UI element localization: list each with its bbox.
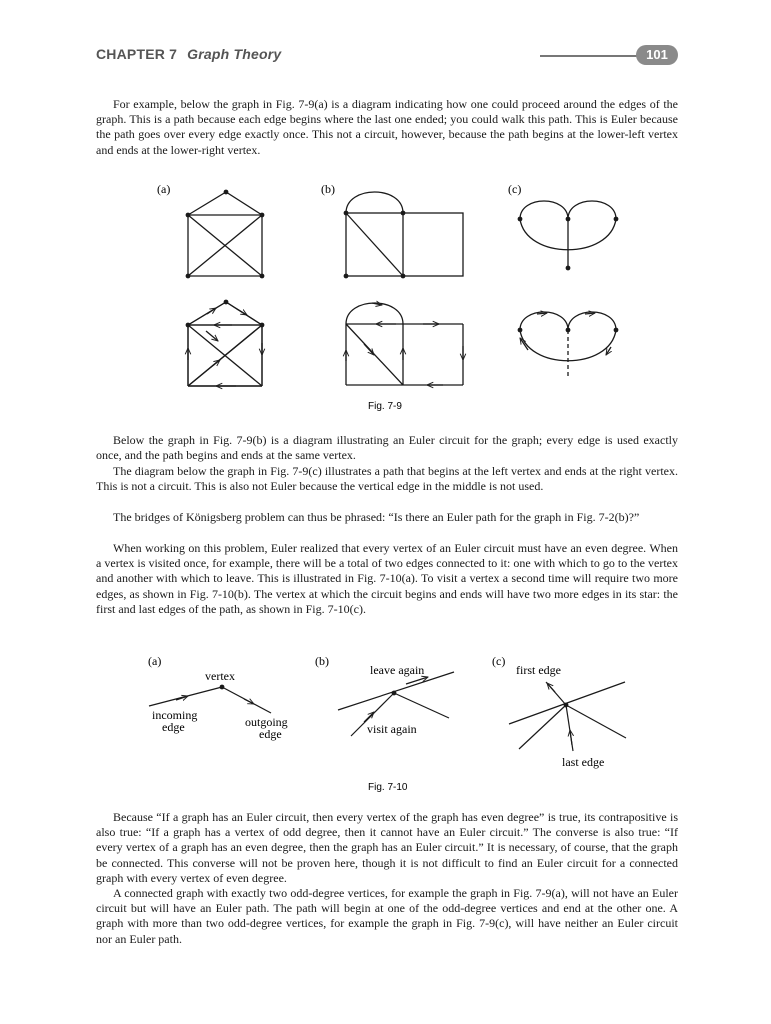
fig9-label-a: (a) [157, 182, 171, 196]
label-outgoing-2: edge [259, 727, 282, 741]
chapter-title: Graph Theory [187, 46, 282, 62]
label-outgoing-1: outgoing [245, 715, 288, 729]
label-last-edge: last edge [562, 755, 605, 769]
figure-7-9-drawing [96, 178, 678, 418]
graph-c [520, 201, 616, 268]
graph-b [346, 192, 463, 276]
paragraph-4: The bridges of Königsberg problem can thus be phrased: “Is there an Euler path for the graph in Fig. 7-2(b)?” [113, 510, 640, 524]
fig9-label-b: (b) [321, 182, 335, 196]
paragraph-7: A connected graph with exactly two odd-degree vertices, for example the graph in Fig. 7-9(a), will not have an Euler circuit but will have an Euler path. The path will begin at one of the odd-degree vertices and end at the other one. A graph with more than two odd-degree vertices, for example the graph in Fig. 7-9(c), will have neither an Euler circuit nor an Euler path. [96, 886, 678, 946]
fig10-label-b: (b) [315, 654, 329, 668]
page-number-badge: 101 [636, 45, 678, 65]
euler-circuit-b [346, 303, 463, 385]
euler-path-a [188, 302, 262, 386]
fig10-caption: Fig. 7-10 [368, 782, 408, 793]
fig10-label-a: (a) [148, 654, 162, 668]
paragraph-5: When working on this problem, Euler realized that every vertex of an Euler circuit must have an even degree. When a vertex is visited once, for example, there will be a total of two edges connected to it: one with which to go to the vertex and another with which to leave. This is illustrated in Fig. 7-10(a). To visit a vertex a second time will require two more edges, as shown in Fig. 7-10(b). The vertex at which the circuit begins and ends will have two more edges in its star: the first and last edges of the path, as shown in Fig. 7-10(c). [96, 541, 678, 616]
paragraph-1: For example, below the graph in Fig. 7-9(a) is a diagram indicating how one could proceed around the edges of the graph. This is a path because each edge begins where the last one ended; you could walk this path. This is Euler because the path goes over every edge exactly once. This not a circuit, however, because the path begins at the lower-left vertex and ends at the lower-right vertex. [96, 97, 678, 157]
paragraph-3: The diagram below the graph in Fig. 7-9(c) illustrates a path that begins at the left vertex and ends at the right vertex. This is not a circuit. This is also not Euler because the vertical edge in the middle is not used. [96, 464, 678, 494]
label-first-edge: first edge [516, 663, 561, 677]
graph-a [188, 192, 262, 276]
paragraph-6: Because “If a graph has an Euler circuit, then every vertex of the graph has even degree” is true, its contrapositive is also true: “If a graph has a vertex of odd degree, then it cannot have an Euler circuit.” The converse is also true: “If every vertex of a graph has an even degree, then the graph has an Euler circuit.” It is necessary, of course, that the graph be connected. This converse will not be proven here, though it is not difficult to find an Euler circuit for a connected graph with every vertex of even degree. [96, 810, 678, 885]
figure-7-10-drawing [96, 650, 678, 795]
paragraph-2: Below the graph in Fig. 7-9(b) is a diagram illustrating an Euler circuit for the graph; every edge is used exactly once, and the path begins and ends at the same vertex. [96, 433, 678, 463]
label-vertex: vertex [205, 669, 235, 683]
fig9-label-c: (c) [508, 182, 522, 196]
label-visit-again: visit again [367, 722, 417, 736]
label-leave-again: leave again [370, 663, 425, 677]
running-head [96, 46, 281, 62]
page-header [96, 44, 678, 68]
fig10-label-c: (c) [492, 654, 506, 668]
figure-7-10 [96, 650, 678, 795]
path-diagram-c [520, 312, 616, 378]
label-incoming-1: incoming [152, 708, 198, 722]
figure-7-9 [96, 178, 678, 418]
label-incoming-2: edge [162, 720, 185, 734]
chapter-label: CHAPTER 7 [96, 46, 178, 62]
fig9-caption: Fig. 7-9 [368, 401, 402, 412]
header-rule [540, 55, 640, 57]
euler-path-a-arrows [188, 308, 262, 386]
